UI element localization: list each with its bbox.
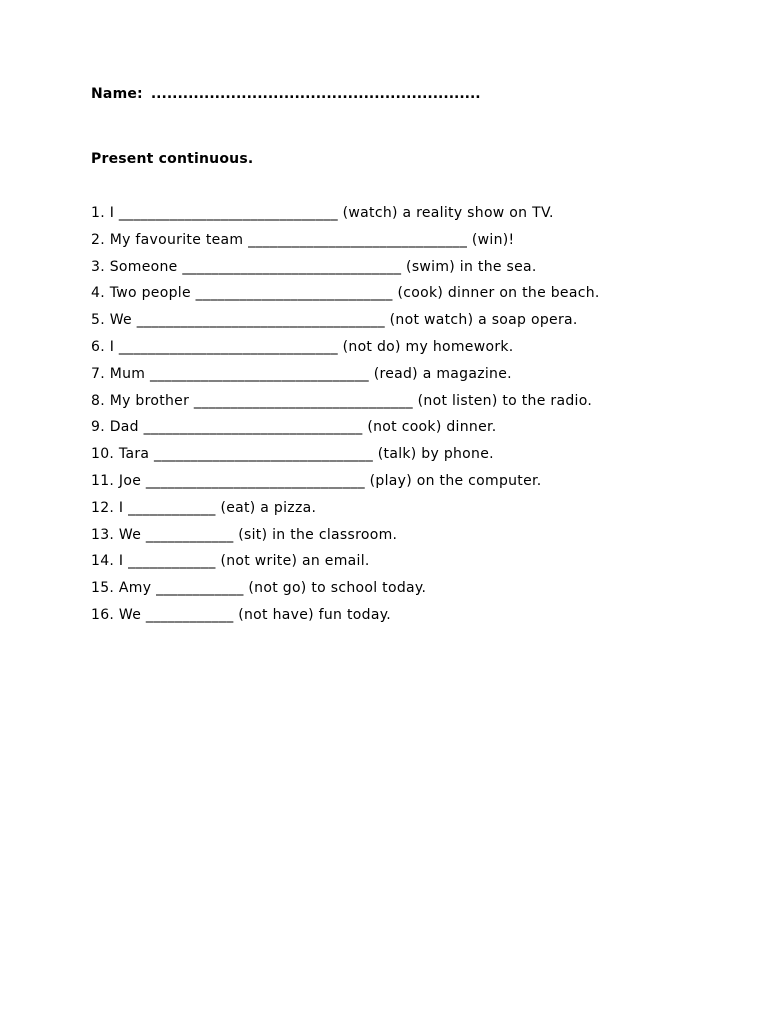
name-field xyxy=(91,86,481,102)
exercise-item-12: 12. I ____________ (eat) a pizza. xyxy=(91,499,317,516)
exercise-item-8: 8. My brother ______________________________ (not listen) to the radio. xyxy=(91,392,593,409)
exercise-item-10: 10. Tara ______________________________ (talk) by phone. xyxy=(91,446,494,463)
name-label: Name: xyxy=(91,86,143,102)
exercise-item-14: 14. I ____________ (not write) an email. xyxy=(91,553,370,570)
exercise-item-11: 11. Joe ______________________________ (play) on the computer. xyxy=(91,472,542,489)
name-dotted-line: .............................................................. xyxy=(150,86,481,102)
exercise-item-5: 5. We __________________________________ (not watch) a soap opera. xyxy=(91,312,578,329)
exercise-item-13: 13. We ____________ (sit) in the classroom. xyxy=(91,526,398,543)
exercise-item-15: 15. Amy ____________ (not go) to school today. xyxy=(91,580,427,597)
exercise-item-16: 16. We ____________ (not have) fun today. xyxy=(91,606,392,623)
exercise-item-6: 6. I ______________________________ (not do) my homework. xyxy=(91,338,514,355)
exercise-list xyxy=(91,204,600,633)
worksheet-title: Present continuous. xyxy=(91,151,254,167)
exercise-item-9: 9. Dad ______________________________ (not cook) dinner. xyxy=(91,419,497,436)
exercise-item-1: 1. I ______________________________ (watch) a reality show on TV. xyxy=(91,205,554,221)
exercise-item-3: 3. Someone ______________________________ (swim) in the sea. xyxy=(91,258,537,275)
exercise-item-7: 7. Mum ______________________________ (read) a magazine. xyxy=(91,365,512,382)
exercise-item-2: 2. My favourite team ______________________________ (win)! xyxy=(91,231,515,248)
exercise-item-4: 4. Two people ___________________________ (cook) dinner on the beach. xyxy=(91,285,600,302)
